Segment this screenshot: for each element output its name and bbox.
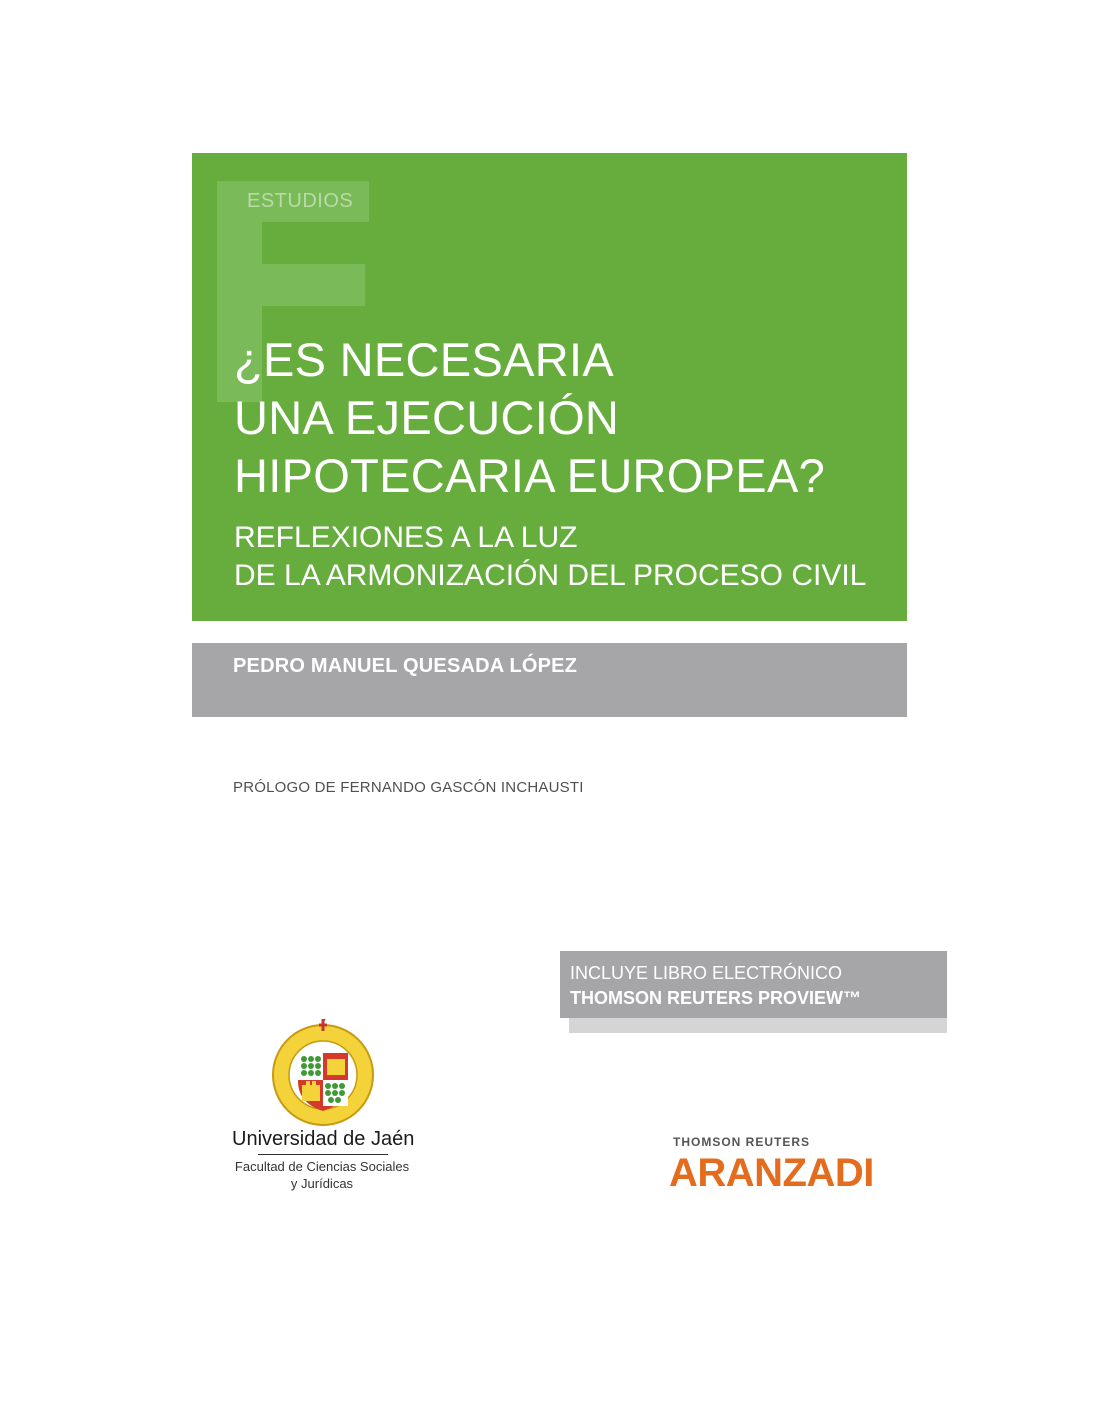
university-divider xyxy=(258,1154,388,1155)
university-seal-icon xyxy=(271,1019,375,1127)
book-title-line: ¿ES NECESARIA xyxy=(234,333,614,386)
book-title-line: HIPOTECARIA EUROPEA? xyxy=(234,449,826,502)
cover-title-panel xyxy=(192,153,907,621)
publisher-logo: ARANZADI xyxy=(669,1151,874,1195)
university-faculty-line: y Jurídicas xyxy=(290,1176,354,1191)
book-subtitle-line: DE LA ARMONIZACIÓN DEL PROCESO CIVIL xyxy=(234,559,867,592)
book-subtitle xyxy=(234,519,866,595)
university-name: Universidad de Jaén xyxy=(232,1128,415,1150)
book-subtitle-line: REFLEXIONES A LA LUZ xyxy=(234,521,578,554)
ebook-badge-product: THOMSON REUTERS PROVIEW™ xyxy=(570,988,862,1008)
university-faculty xyxy=(222,1158,422,1192)
series-label: ESTUDIOS xyxy=(247,190,354,212)
ebook-badge xyxy=(560,951,947,1018)
book-title xyxy=(234,331,825,505)
publisher-group: THOMSON REUTERS xyxy=(673,1135,811,1149)
book-title-line: UNA EJECUCIÓN xyxy=(234,391,620,444)
prologue-credit: PRÓLOGO DE FERNANDO GASCÓN INCHAUSTI xyxy=(233,779,584,796)
author-name: PEDRO MANUEL QUESADA LÓPEZ xyxy=(233,655,578,677)
author-band xyxy=(192,643,907,717)
university-faculty-line: Facultad de Ciencias Sociales xyxy=(234,1159,410,1174)
ebook-badge-line: INCLUYE LIBRO ELECTRÓNICO xyxy=(570,963,843,983)
